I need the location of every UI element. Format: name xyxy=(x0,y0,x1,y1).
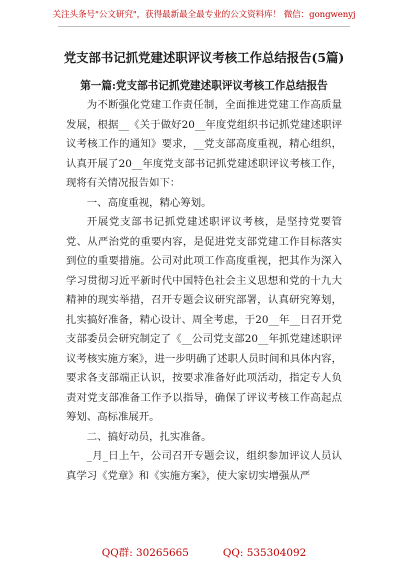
document-title: 党支部书记抓党建述职评议考核工作总结报告(5篇) xyxy=(63,50,345,65)
document-body xyxy=(66,96,342,486)
paragraph-intro: 为不断强化党建工作责任制，全面推进党建工作高质量发展，根据__《关于做好20__年度党组织书记抓党建述职评议考核工作的通知》要求，__党支部高度重视，精心组织，认真开展了20__年度党支部书记抓党建述职评议考核工作，现将有关情况报告如下： xyxy=(66,99,342,189)
paragraph-section-1: 开展党支部书记抓党建述职评议考核，是坚持党要管党、从严治党的重要内容，是促进党支部党建工作目标落实到位的重要措施。公司对此项工作高度重视，把其作为深入学习贯彻习近平新时代中国特色社会主义思想和党的十九大精神的现实举措，召开专题会议研究部署，认真研究筹划，扎实搞好准备，精心设计、周全考虑，于20__年__日召开党支部委员会研究制定了《__公司党支部20__年抓党建述职评议考核实施方案》，进一步明确了述职人员时间和具体内容，要求各支部端正认识，按要求准备好此项活动，指定专人负责对党支部准备工作予以指导，确保了评议考核工作高起点筹划、高标准展开。 xyxy=(66,216,342,423)
footer-contact xyxy=(0,544,408,559)
heading-section-1: 一、高度重视，精心筹划。 xyxy=(86,196,212,209)
header-banner: 关注头条号"公文研究"，获得最新最全最专业的公文资料库！ 微信：gongwenyj xyxy=(52,10,356,20)
header-divider xyxy=(58,26,350,27)
footer-qq: QQ: 535304092 xyxy=(222,547,307,559)
section-title: 第一篇:党支部书记抓党建述职评议考核工作总结报告 xyxy=(80,80,328,92)
paragraph-section-2: _月_日上午，公司召开专题会议，组织参加评议人员认真学习《党章》和《实施方案》，使大家切实增强从严 xyxy=(66,450,342,482)
heading-section-2: 二、搞好动员，扎实准备。 xyxy=(86,430,212,443)
footer-qq-group: QQ群: 30265665 xyxy=(101,547,189,559)
